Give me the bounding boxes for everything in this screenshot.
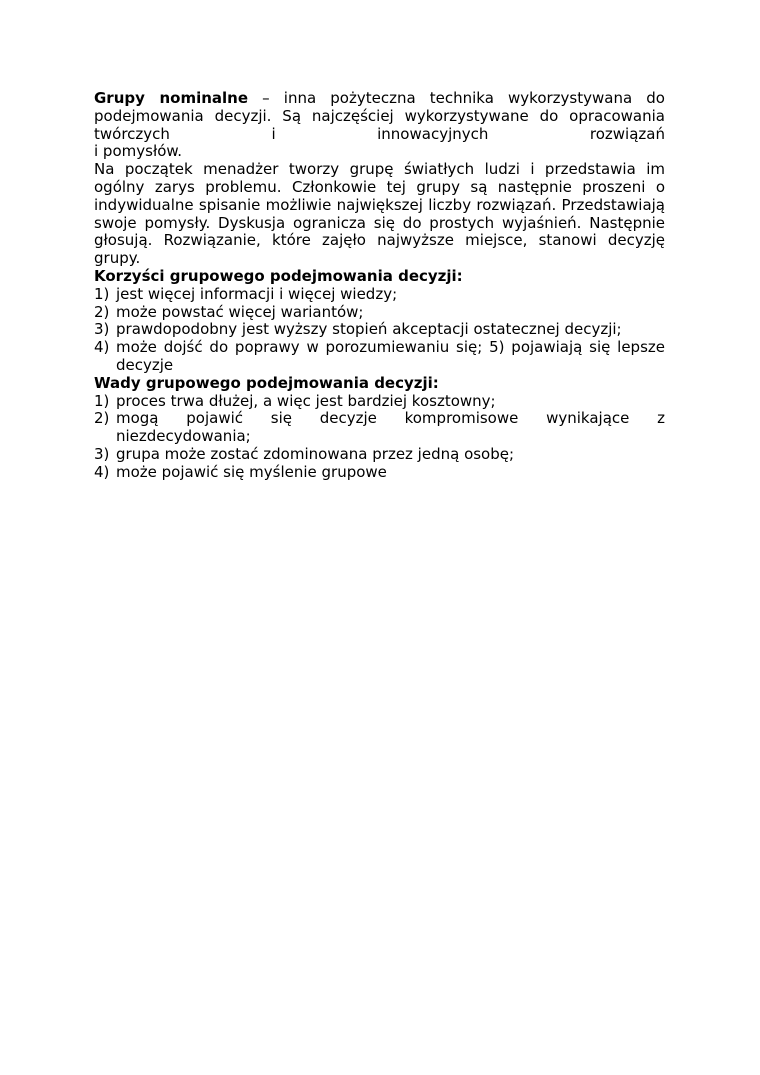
list-item-text: może powstać więcej wariantów; [116,302,364,321]
list-item-number: 2) [94,302,110,321]
list-item-number: 4) [94,462,110,481]
list-item-number: 1) [94,391,110,410]
benefits-heading: Korzyści grupowego podejmowania decyzji: [94,266,463,285]
list-item-number: 4) [94,338,110,357]
list-item-number: 3) [94,444,110,463]
list-item-text: prawdopodobny jest wyższy stopień akceptacji ostatecznej decyzji; [116,320,622,339]
list-item [94,393,665,411]
list-item [94,304,665,322]
list-item-text: może dojść do poprawy w porozumiewaniu się; 5) pojawiają się lepsze decyzje [116,338,665,374]
intro-term: Grupy nominalne [94,89,249,107]
intro-definition: – inna pożyteczna technika wykorzystywana do podejmowania decyzji. Są najczęściej wykorzystywane do opracowania twórczych i innowacyjnych rozwiązań [94,89,665,143]
list-item [94,339,665,375]
drawbacks-list [94,393,665,482]
list-item [94,410,665,446]
list-item-text: jest więcej informacji i więcej wiedzy; [116,284,398,303]
document-body [94,90,665,482]
list-item-number: 3) [94,320,110,339]
list-item [94,464,665,482]
description-paragraph: Na początek menadżer tworzy grupę światłych ludzi i przedstawia im ogólny zarys problemu. Członkowie tej grupy są następnie proszeni o indywidualne spisanie możliwie największej liczby rozwiązań. Przedstawiają swoje pomysły. Dyskusja ogranicza się do prostych wyjaśnień. Następnie głosują. Rozwiązanie, które zajęło najwyższe miejsce, stanowi decyzję grupy. [94,160,665,268]
list-item-number: 2) [94,409,110,428]
list-item-number: 1) [94,284,110,303]
intro-continuation: i pomysłów. [94,142,183,161]
list-item [94,446,665,464]
intro-paragraph [94,90,665,143]
list-item-text: mogą pojawić się decyzje kompromisowe wynikające z niezdecydowania; [116,409,665,446]
list-item-text: proces trwa dłużej, a więc jest bardziej kosztowny; [116,391,496,410]
list-item [94,321,665,339]
list-item [94,286,665,304]
list-item-text: może pojawić się myślenie grupowe [116,462,387,481]
drawbacks-heading: Wady grupowego podejmowania decyzji: [94,373,439,392]
benefits-list [94,286,665,375]
list-item-text: grupa może zostać zdominowana przez jedną osobę; [116,444,515,463]
